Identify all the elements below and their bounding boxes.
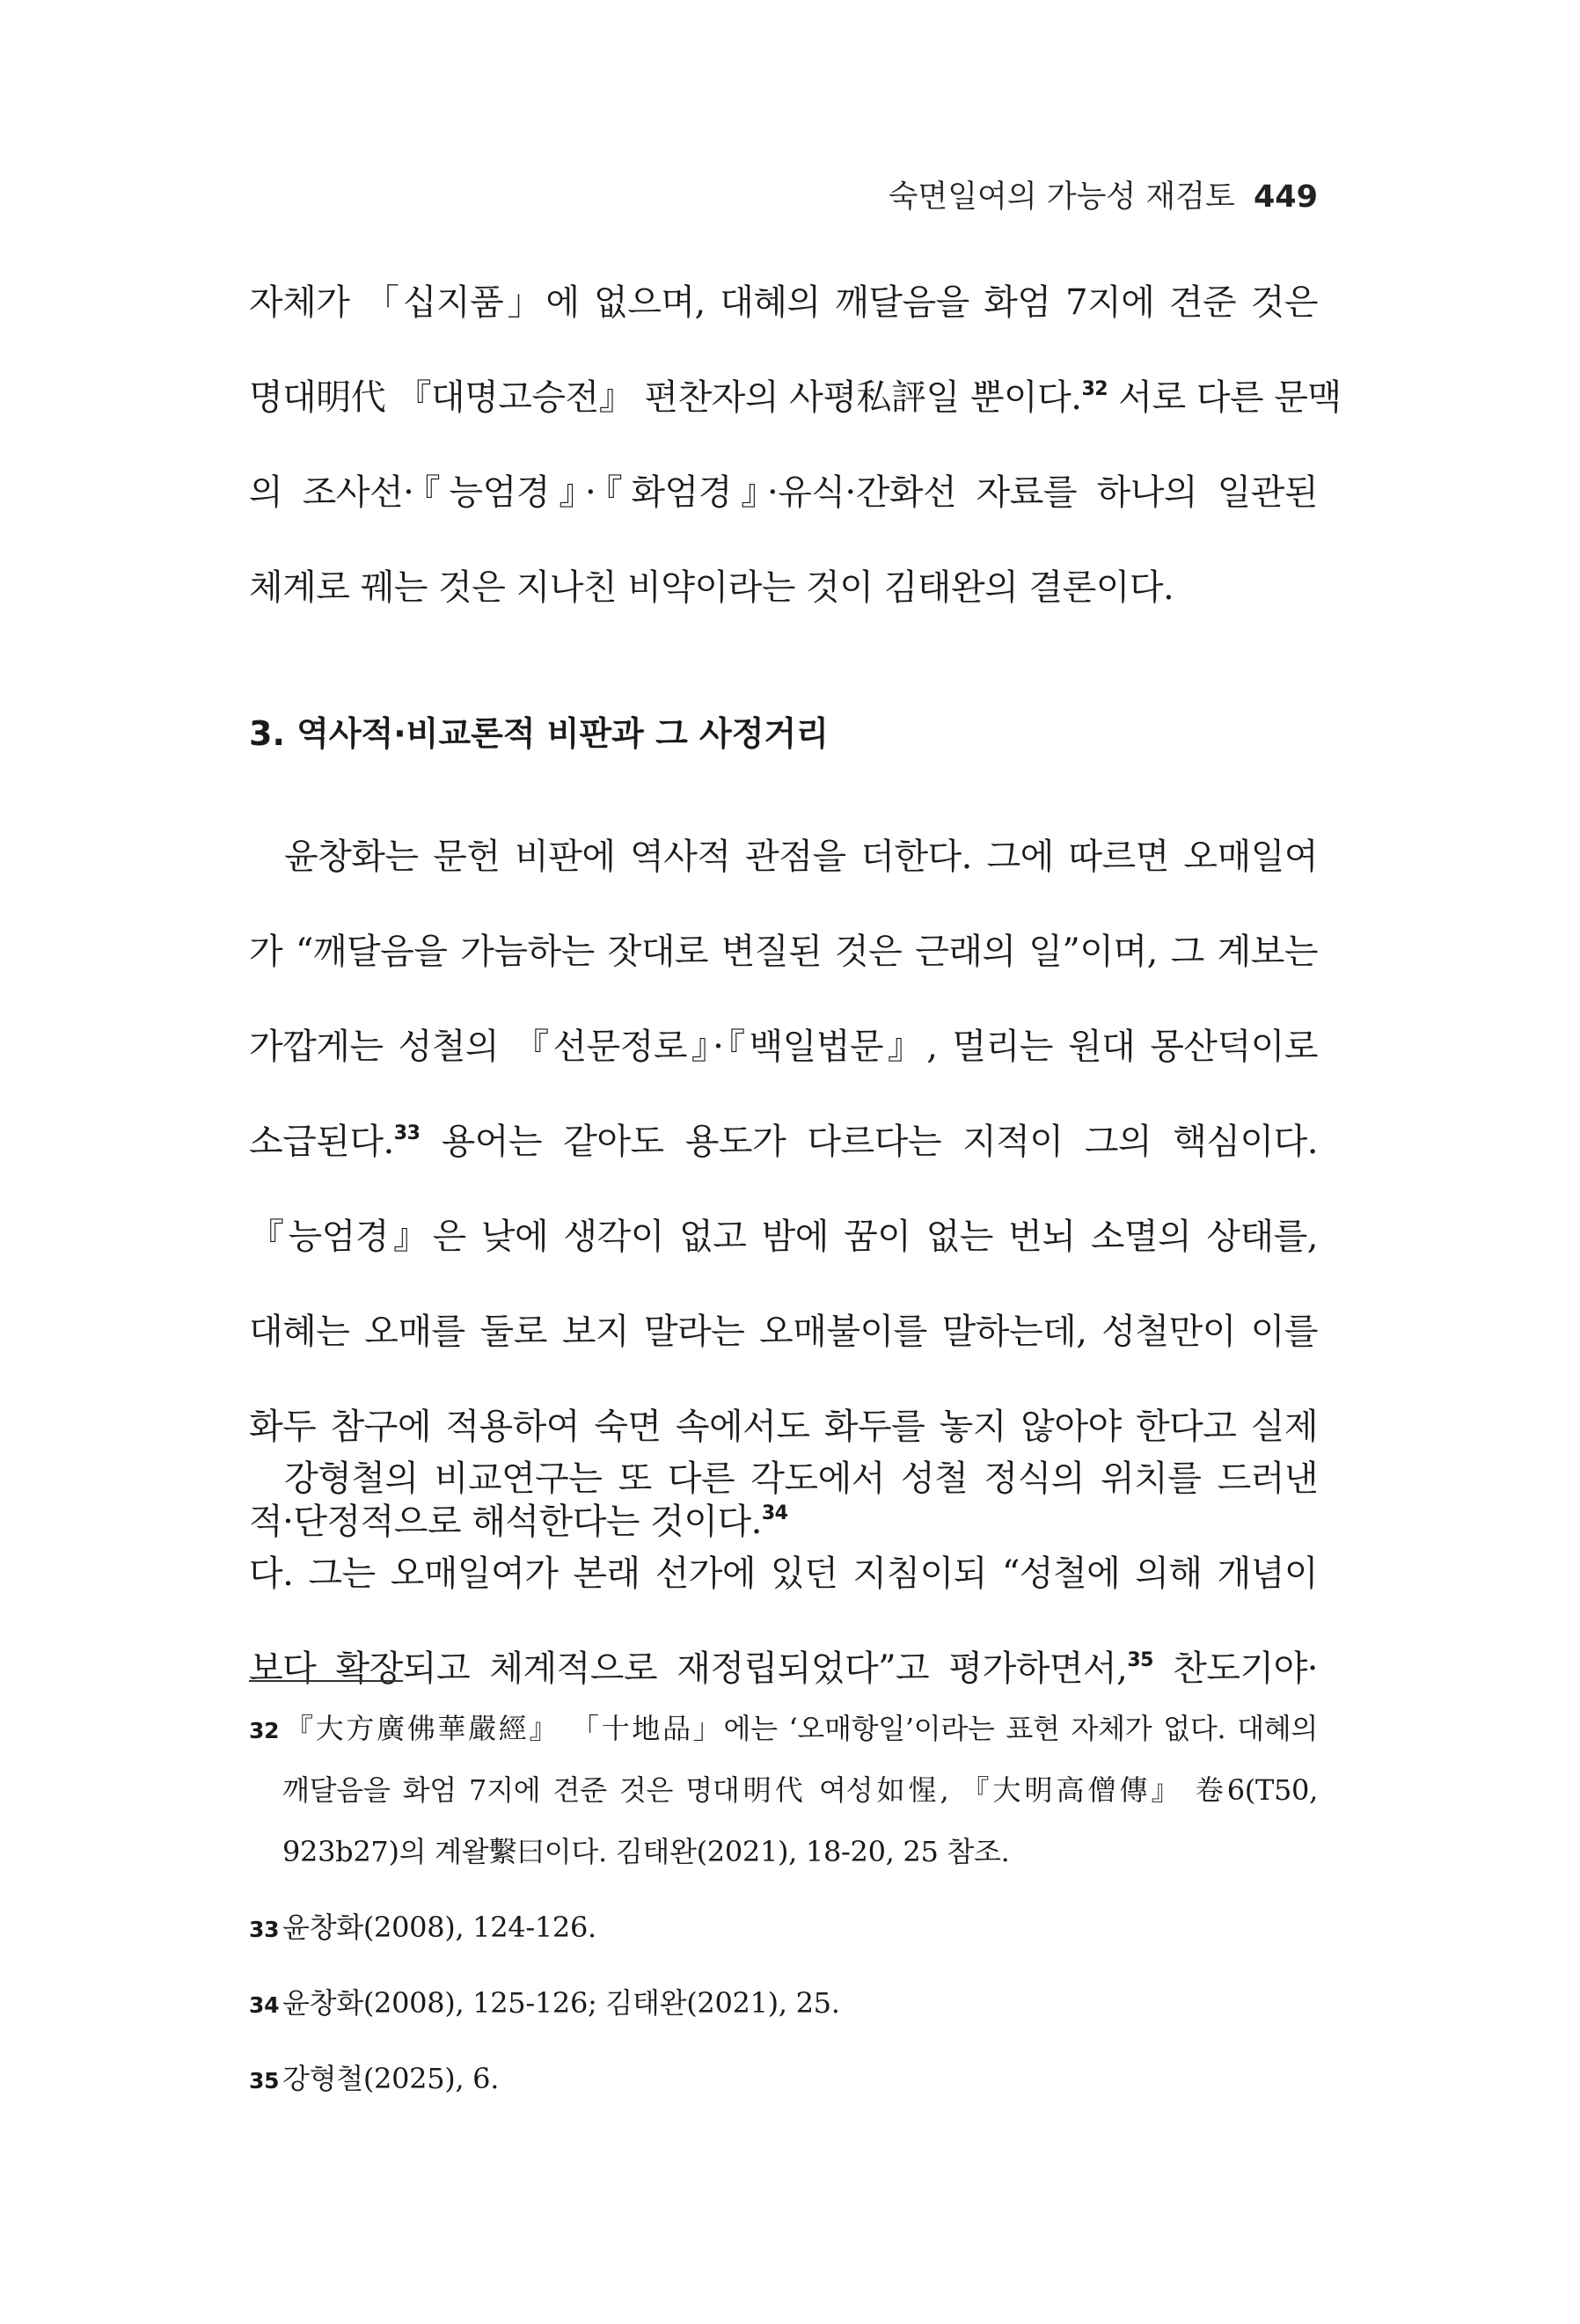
text-line: 대혜는 오매를 둘로 보지 말라는 오매불이를 말하는데, 성철만이 이를 [249, 1312, 1318, 1352]
footnote-ref-34[interactable]: 34 [761, 1502, 788, 1524]
footnote-number: 35 [249, 2068, 280, 2094]
text-span: 용어는 같아도 용도가 다르다는 지적이 그의 핵심이다. [420, 1122, 1318, 1162]
text-span: 적·단정적으로 해석한다는 것이다. [249, 1502, 762, 1542]
text-span: 소급된다. [249, 1122, 394, 1162]
text-span: 서로 다른 문맥 [1108, 377, 1342, 418]
footnote-text: 윤창화(2008), 125-126; 김태완(2021), 25. [282, 1986, 840, 2020]
footnote-divider [249, 1680, 403, 1682]
footnote-33 [249, 1896, 1318, 1958]
text-line: 가깝게는 성철의 『선문정로』·『백일법문』, 멀리는 원대 몽산덕이로 [249, 1027, 1318, 1067]
text-line: 윤창화는 문헌 비판에 역사적 관점을 더한다. 그에 따르면 오매일여 [284, 837, 1318, 877]
footnotes [249, 1698, 1318, 2109]
footnote-line [249, 1698, 1318, 1759]
running-title: 숙면일여의 가능성 재검토 [888, 179, 1235, 215]
text-line: 의 조사선·『능엄경』·『화엄경』·유식·간화선 자료를 하나의 일관된 [249, 472, 1318, 513]
footnote-35 [249, 2048, 1318, 2109]
footnote-line: 깨달음을 화엄 7지에 견준 것은 명대明代 여성如惺, 『大明高僧傳』 卷6(T50, [282, 1773, 1318, 1807]
footnote-32 [249, 1698, 1318, 1882]
text-line: 화두 참구에 적용하여 숙면 속에서도 화두를 놓지 않아야 한다고 실제 [249, 1407, 1318, 1447]
footnote-number: 32 [249, 1718, 280, 1743]
footnote-text: 『大方廣佛華嚴經』 「十地品」에는 ‘오매항일’이라는 표현 자체가 없다. 대혜의 [282, 1712, 1318, 1745]
text-line: 체계로 꿰는 것은 지나친 비약이라는 것이 김태완의 결론이다. [249, 567, 1174, 608]
text-span: 보다 확장되고 체계적으로 재정립되었다”고 평가하면서, [249, 1648, 1128, 1689]
paragraph-continued [249, 255, 1342, 635]
footnote-text: 강형철(2025), 6. [282, 2062, 500, 2095]
text-line: 강형철의 비교연구는 또 다른 각도에서 성철 정식의 위치를 드러낸 [284, 1458, 1318, 1499]
page-number: 449 [1253, 179, 1318, 215]
footnote-line: 923b27)의 계왈繫曰이다. 김태완(2021), 18-20, 25 참조. [282, 1835, 1010, 1868]
running-header [889, 172, 1318, 216]
footnote-ref-32[interactable]: 32 [1081, 378, 1108, 400]
paragraph [249, 1431, 1318, 1716]
section-heading: 3. 역사적·비교론적 비판과 그 사정거리 [249, 714, 829, 753]
text-line: 다. 그는 오매일여가 본래 선가에 있던 지침이되 “성철에 의해 개념이 [249, 1553, 1318, 1594]
text-line: 『능엄경』은 낮에 생각이 없고 밤에 꿈이 없는 번뇌 소멸의 상태를, [249, 1217, 1318, 1257]
text-span: 명대明代 『대명고승전』 편찬자의 사평私評일 뿐이다. [249, 377, 1082, 418]
text-line [249, 350, 1342, 445]
footnote-number: 34 [249, 1992, 280, 2018]
footnote-ref-35[interactable]: 35 [1127, 1649, 1153, 1671]
footnote-text: 윤창화(2008), 124-126. [282, 1911, 596, 1944]
text-line: 자체가 「십지품」에 없으며, 대혜의 깨달음을 화엄 7지에 견준 것은 [249, 282, 1318, 323]
text-line: 가 “깨달음을 가늠하는 잣대로 변질된 것은 근래의 일”이며, 그 계보는 [249, 932, 1318, 972]
footnote-34 [249, 1972, 1318, 2034]
footnote-number: 33 [249, 1917, 280, 1942]
footnote-ref-33[interactable]: 33 [393, 1122, 421, 1144]
text-line [249, 1094, 1318, 1189]
text-span: 찬도기야· [1152, 1648, 1318, 1689]
